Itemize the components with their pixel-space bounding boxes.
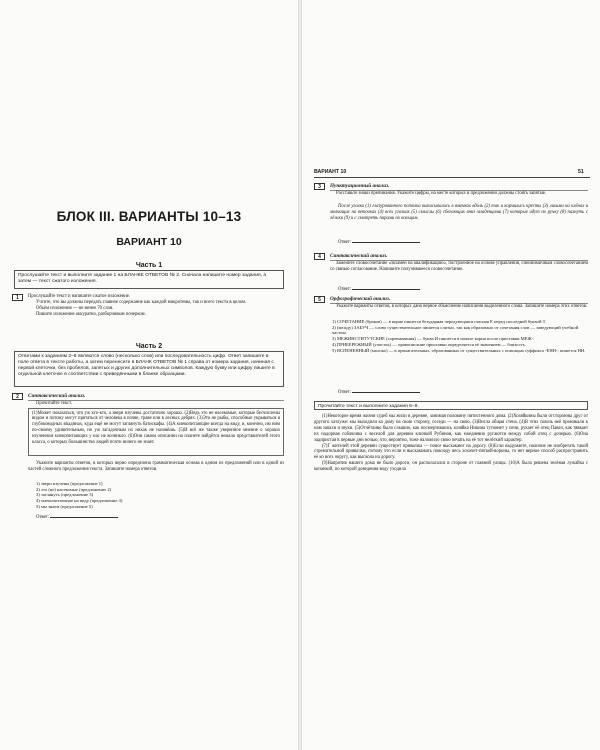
task2-title: Синтаксический анализ. — [28, 393, 284, 401]
answer-label: Ответ: — [36, 515, 50, 520]
answer-field[interactable] — [352, 285, 420, 290]
option-item: 4) ПРИБЕРЕЖНЫЙ (участок) — правописание приставки определяется её значением — близость. — [332, 341, 526, 347]
option-item: 1) СОЧЕТАНИЕ (браков) — в корне пишется безударная чередующаяся гласная Е перед последней буквой Т. — [332, 319, 547, 324]
option-item: 2) это (не) насекомые (предложение 2) — [36, 486, 112, 492]
answer-label: Ответ: — [338, 390, 352, 395]
main-text — [314, 414, 588, 473]
task2-read: Прочитайте текст. — [36, 401, 73, 406]
task5-options — [332, 319, 588, 353]
option-item: 3) заглянуть (предложение 3) — [36, 492, 94, 498]
text-paragraph: (1)Некоторое время жизни судеб мы жили в деревне, занимая половину пятистенного дома. (2)Хозяйкины были отсторонны друг от другого хатлуже: мы выходили ко дому на свою сторону, соседи — на свою. (3)Висла общая стена. (4)В этих сквозь неё проникали к нам запахи и звуки. (5)Отчётливо было слышно, как посмертившись хозяйка Никина тутовнет у печи, рукает её отец Павел, как тявкает их надорная собачонка с веселой для деревни кличкой Рубинов, как ежедневно ругаются между собой отец с дочерью. (6)Она задиристая в первые дни ночью, что, вероятно, тоже наложило свою печать на её тот нелёгкий характер. — [314, 414, 588, 443]
part1-title: Часть 1 — [135, 262, 163, 269]
task2-answer — [36, 513, 118, 520]
page-number: 51 — [578, 169, 584, 175]
task4-number: 4 — [314, 253, 325, 260]
header-rule — [314, 177, 590, 178]
task1-body — [28, 294, 284, 318]
right-page — [302, 0, 600, 750]
block-title: БЛОК III. ВАРИАНТЫ 10–13 — [56, 209, 242, 224]
task5-text: Укажите варианты ответов, в которых дано верное объяснение написания выделенного слова. Запишите номера этих ответов. — [336, 304, 588, 309]
part2-instruction: Ответами к заданиям 2–8 являются слово (несколько слов) или последовательность цифр. Ответ запишите в поле ответа в тексте работы, а затем перенесите в БЛАНК ОТВЕТОВ № 1 справа от номера задания, начиная с первой клеточки, без пробелов, запятых и других дополнительных символов. Каждую букву или цифру пишите в отдельной клеточке в соответствии с приведёнными в бланке образцами. — [14, 351, 284, 387]
task2-number: 2 — [12, 393, 23, 400]
answer-field[interactable] — [352, 238, 420, 243]
task3-title: Пунктуационный анализ. — [330, 183, 588, 191]
option-item: 5) мы знаем (предложение 5) — [36, 503, 93, 509]
task1-number: 1 — [12, 294, 23, 301]
task3-text: Расставьте знаки препинания. Укажите цифры, на месте которых в предложении должны стоять запятые. — [336, 191, 547, 196]
answer-label: Ответ: — [338, 240, 352, 245]
text-paragraph: (7)Г жителей этой деревни существует привычка — повсе выскакают на дорогу. (8)Если выдумаете, наличие не изобретать такой стремительной привычки, потому что если и выскакивать повсюду весь хохочет-пяткой-вороны, то нет верное способ распространить её ко всех округу, как выскоча на дорогу. — [314, 443, 588, 461]
task3-number: 3 — [314, 183, 325, 190]
part1-instruction: Прослушайте текст и выполните задание 1 на БЛАНКЕ ОТВЕТОВ № 2. Сначала напишите номер задания, а затем — текст сжатого изложения. — [14, 270, 284, 289]
task4-answer — [338, 285, 420, 292]
read-instruction: Прочитайте текст и выполните задания 6–9. — [314, 401, 588, 410]
task5-answer — [338, 388, 420, 395]
task2-question: Укажите варианты ответов, в которых верно определена грамматическая основа в одном из предложений или в одной из частей сложного предложения текста. Запишите номера ответов. — [28, 461, 284, 472]
option-item: 1) звери изучены (предложение 1) — [36, 481, 103, 486]
answer-label: Ответ: — [338, 287, 352, 292]
task5-number: 5 — [314, 296, 325, 303]
task3-answer — [338, 238, 420, 245]
task5-title: Орфографический анализ. — [330, 296, 588, 304]
option-item: 4) млекопитающие на виду (предложение 4) — [36, 498, 123, 504]
answer-field[interactable] — [352, 388, 420, 393]
variant-title: ВАРИАНТ 10 — [116, 236, 182, 248]
task3-sentence: После уголка (1) глазурованного потолка выписывались в ямочках вдоль (2) так и кормились кресты (3) лихими на клёнах и молчащих на веточках (4) всех уголках (5) смыслы (6) сбегающих вниз младенцами (7) которые идут по ручку (8) пахнуть с лёжки (9) и с смотреть парами по кольцам. — [330, 204, 588, 221]
task1-line: Прослушайте текст и напишите сжатое изложение. — [28, 294, 131, 299]
task1-line: Учтите, что вы должны передать главное содержание как каждой микротемы, так и всего текста в целом. — [36, 299, 247, 305]
task4-title: Синтаксический анализ. — [330, 253, 588, 261]
left-page — [0, 0, 298, 750]
task2-text: (1)Может показаться, что уж кто-кто, а звери изучены достаточно хорошо. (2)Ведь это не насекомые, которые бесчислены видом и потому могут прятаться от человека в почве, траве или в лесных дебрях. (3)Это не рыбы, способные укрываться в глубоководных впадинах, куда ещё не могут заглянуть батискафы. (4)А млекопитающие всегда на виду, и, конечно, им ним по-своему удивительным, но уж загадочным их никак не назовёшь. (5)И всё же также уверенное мнение о хорошо изученном млекопитающих у нас не возникло. (6)Они самом описании на планете найдётся немало представителей этого класса, о которых большинство людей почти ничего не знает. — [28, 408, 284, 456]
option-item: 2) (между) ЗАБУЧ — слово существительное пишется слитно, так как образовано от сочетания слов — заведующий учебной частью. — [332, 324, 579, 336]
option-item: 5) ВСПЕНЕННЫЙ (молоко) — в прилагательных, образованных от существительных с помощью суффикса -ЕНН-, пишется НН. — [332, 347, 586, 353]
option-item: 3) МЕЖИНСТИТУТСКИЕ (соревнования) — буква И пишется в начале корня после приставки МЕЖ-. — [332, 336, 535, 342]
task2-options — [36, 481, 284, 510]
text-paragraph: (9)Напротив нашего дома не было дороги, он располагался в стороне от главной улицы. (10)А была решена зелёная лужайка с копанкой, по которой доведения воду уходила — [314, 461, 588, 473]
task1-line: Объём изложения — не менее 70 слов. — [36, 305, 114, 311]
running-header: ВАРИАНТ 10 — [314, 169, 347, 175]
task1-line: Пишите изложение аккуратно, разборчивым почерком. — [36, 311, 146, 317]
answer-field[interactable] — [50, 513, 118, 518]
part2-title: Часть 2 — [135, 343, 163, 350]
task4-text: Замените словосочетание «экзамен на квалификацию», построенное на основе управления, синонимичным словосочетанием со связью согласование. Напишите получившееся словосочетание. — [330, 261, 588, 272]
